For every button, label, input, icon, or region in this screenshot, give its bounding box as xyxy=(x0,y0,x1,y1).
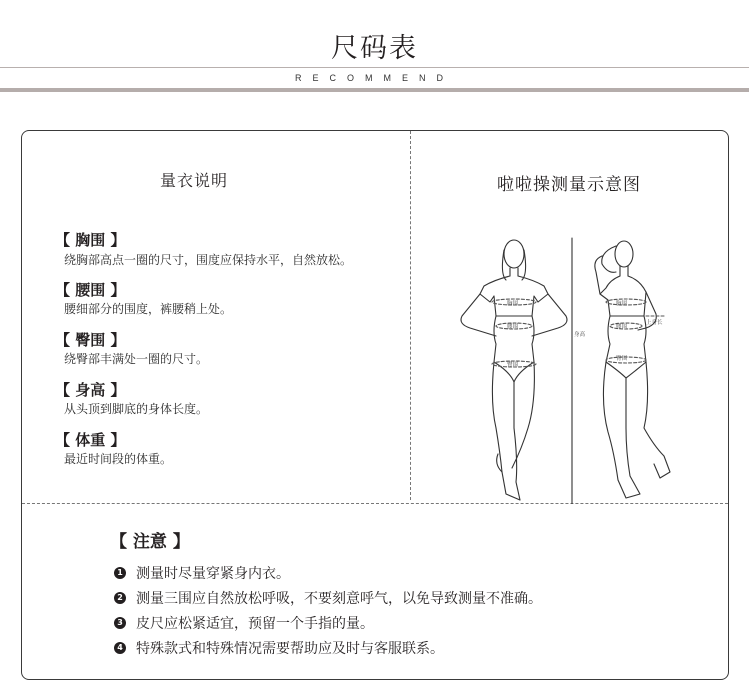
header-divider xyxy=(0,67,749,68)
waist-description: 腰细部分的围度，裤腰稍上处。 xyxy=(64,302,233,316)
measurement-diagram xyxy=(450,232,690,504)
measure-instructions-title: 量衣说明 xyxy=(160,171,229,190)
front-chest-label: 胸围 xyxy=(507,301,519,307)
side-measure-lines xyxy=(606,299,664,363)
side-hip-label: 臀围 xyxy=(616,356,628,362)
front-figure-outline xyxy=(461,240,567,500)
page-title: 尺码表 xyxy=(331,33,418,64)
side-figure-outline xyxy=(595,241,670,498)
front-waist-label: 腰围 xyxy=(507,324,519,330)
vertical-divider xyxy=(410,131,411,500)
hip-description: 绕臀部丰满处一圈的尺寸。 xyxy=(64,352,209,366)
chest-heading: 【 胸围 】 xyxy=(55,231,126,249)
bullet-number-icon: 1 xyxy=(114,567,126,579)
side-chest-label: 胸围 xyxy=(616,301,628,307)
notice-item xyxy=(114,588,542,608)
bullet-number-icon: 4 xyxy=(114,642,126,654)
front-measure-lines xyxy=(492,299,536,367)
notice-text: 测量时尽量穿紧身内衣。 xyxy=(136,566,290,582)
notice-text: 皮尺应松紧适宜，预留一个手指的量。 xyxy=(136,616,374,632)
side-upper-label: 上身长 xyxy=(646,320,663,326)
height-heading: 【 身高 】 xyxy=(55,381,126,399)
bullet-number-icon: 3 xyxy=(114,617,126,629)
bullet-number-icon: 2 xyxy=(114,592,126,604)
weight-description: 最近时间段的体重。 xyxy=(64,452,173,466)
hip-heading: 【 臀围 】 xyxy=(55,331,126,349)
notice-item xyxy=(114,563,290,583)
notice-text: 特殊款式和特殊情况需要帮助应及时与客服联系。 xyxy=(136,641,444,657)
waist-heading: 【 腰围 】 xyxy=(55,281,126,299)
notice-title: 【 注意 】 xyxy=(110,532,190,552)
notice-item xyxy=(114,613,374,633)
weight-heading: 【 体重 】 xyxy=(55,431,126,449)
chest-description: 绕胸部高点一圈的尺寸，围度应保持水平，自然放松。 xyxy=(64,253,353,267)
measurement-diagram-title: 啦啦操测量示意图 xyxy=(497,175,641,195)
header-band xyxy=(0,88,749,92)
notice-text: 测量三围应自然放松呼吸，不要刻意呼气，以免导致测量不准确。 xyxy=(136,591,542,607)
height-label: 身高 xyxy=(574,332,586,338)
notice-item xyxy=(114,638,444,658)
page-subtitle: RECOMMEND xyxy=(295,73,454,83)
side-waist-label: 腰围 xyxy=(616,324,628,330)
height-description: 从头顶到脚底的身体长度。 xyxy=(64,402,209,416)
front-hip-label: 臀围 xyxy=(507,362,519,368)
